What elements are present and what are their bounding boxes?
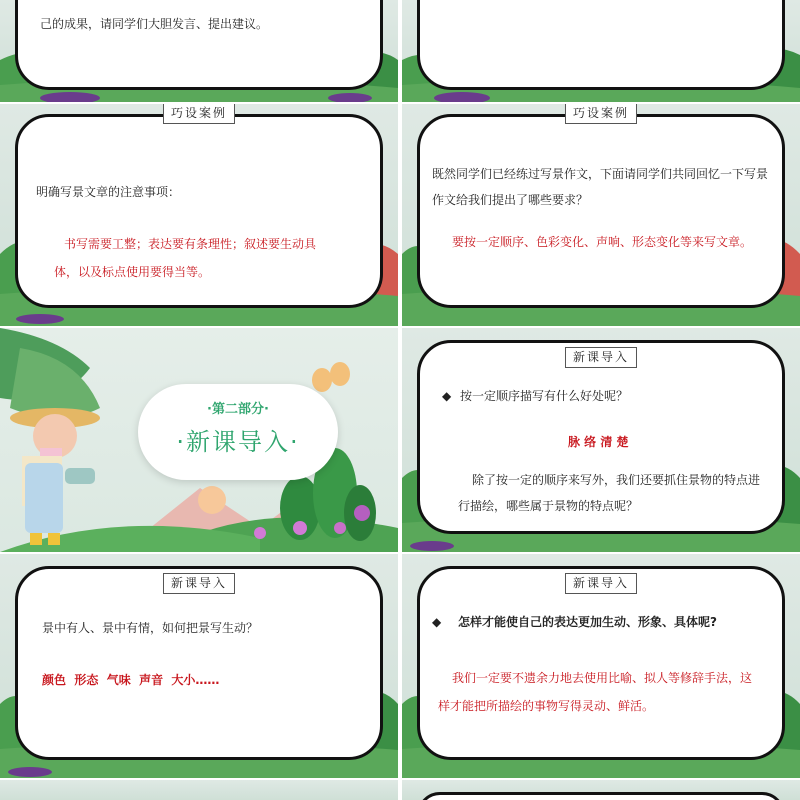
section-tag: 新课导入: [565, 573, 637, 594]
card-text-line-1: 既然同学们已经练过写景作文，下面请同学们共同回忆一下写景: [432, 167, 769, 181]
slide-7: [0, 554, 398, 778]
slide-10-partial: [402, 780, 800, 800]
slide-2: [402, 0, 800, 102]
slide-8: [402, 554, 800, 778]
section-title: ·新课导入·: [176, 428, 300, 456]
content-card: [417, 566, 785, 760]
question-text: 怎样才能使自己的表达更加生动、形象、具体呢?: [458, 615, 717, 629]
section-tag: 巧设案例: [163, 104, 235, 124]
slide-3: [0, 104, 398, 326]
card-heading: 景中有人、景中有情，如何把景写生动？: [42, 621, 259, 635]
content-card: [15, 0, 383, 90]
card-red-line-2: 体，以及标点使用要得当等。: [54, 265, 211, 279]
content-card: [417, 340, 785, 534]
slide-1: [0, 0, 398, 102]
card-heading: 明确写景文章的注意事项：: [36, 185, 181, 199]
card-red-line-1: 要按一定顺序、色彩变化、声响、形态变化等来写文章。: [452, 235, 753, 249]
card-red-line-2: 样才能把所描绘的事物写得灵动、鲜活。: [438, 699, 655, 713]
slide-4: [402, 104, 800, 326]
bullet-icon: ◆: [442, 389, 452, 403]
content-card: [417, 0, 785, 90]
card-text-line-2: 行描绘，哪些属于景物的特点呢？: [458, 499, 639, 513]
section-tag: 新课导入: [163, 573, 235, 594]
section-tag: 新课导入: [565, 347, 637, 368]
content-card: [417, 106, 785, 308]
content-card: [15, 106, 383, 308]
content-card: [15, 566, 383, 760]
card-text-line-1: 除了按一定的顺序来写外，我们还要抓住景物的特点进: [472, 473, 761, 487]
content-card: [417, 792, 785, 800]
answer-highlight: 脉 络 清 楚: [568, 435, 629, 449]
section-tag: 巧设案例: [565, 104, 637, 124]
section-part-label: ·第二部分·: [207, 402, 269, 417]
slide-9-partial: [0, 780, 398, 800]
card-red-line-1: 书写需要工整；表达要有条理性；叙述要生动具: [64, 237, 317, 251]
bullet-icon: ◆: [432, 615, 442, 629]
card-red-line-1: 颜色 形态 气味 声音 大小……: [42, 673, 220, 687]
card-text-line-2: 作文给我们提出了哪些要求？: [432, 193, 589, 207]
question-text: 按一定顺序描写有什么好处呢？: [460, 389, 629, 403]
card-text: 己的成果，请同学们大胆发言、提出建议。: [40, 17, 269, 31]
title-bubble: [138, 384, 338, 480]
slide-6: [402, 328, 800, 552]
card-red-line-1: 我们一定要不遗余力地去使用比喻、拟人等修辞手法，这: [452, 671, 753, 685]
slide-5-section-title: [0, 328, 398, 552]
